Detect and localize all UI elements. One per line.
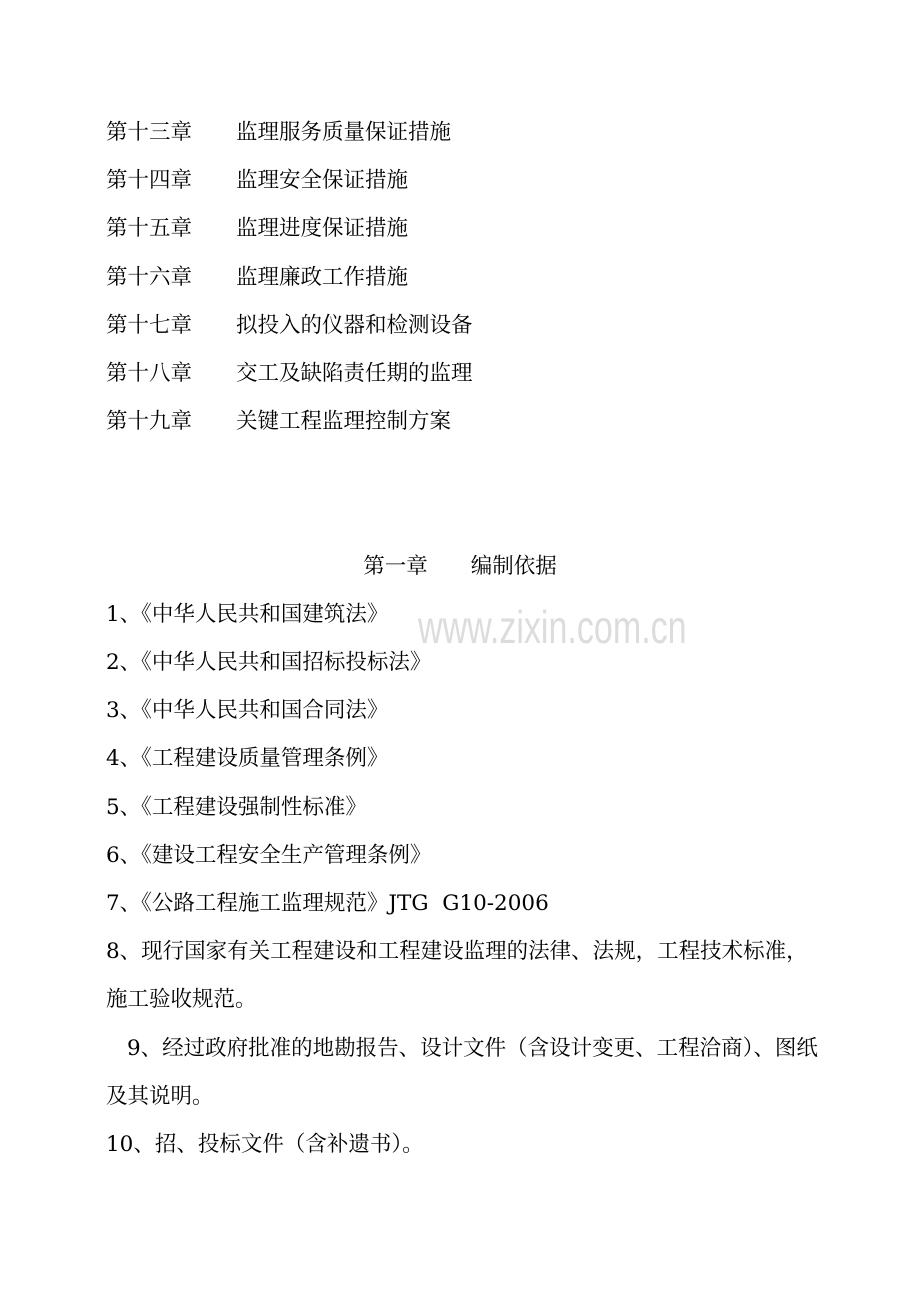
toc-chapter-title: 监理进度保证措施: [236, 216, 409, 242]
chapter-number: 第一章: [363, 553, 428, 579]
list-item: 2、《中华人民共和国招标投标法》: [106, 650, 432, 676]
toc-chapter-number: 第十八章: [106, 360, 193, 386]
toc-chapter-title: 拟投入的仪器和检测设备: [236, 312, 473, 338]
toc-chapter-title: 交工及缺陷责任期的监理: [236, 360, 473, 386]
toc-row: [0, 302, 920, 350]
table-of-contents: [0, 109, 920, 446]
toc-chapter-number: 第十七章: [106, 312, 193, 338]
toc-chapter-title: 监理服务质量保证措施: [236, 120, 452, 145]
list-item: 4、《工程建设质量管理条例》: [106, 746, 389, 772]
toc-chapter-title: 关键工程监理控制方案: [236, 409, 452, 435]
toc-row: [0, 350, 920, 398]
toc-chapter-title: 监理廉政工作措施: [236, 264, 409, 290]
toc-chapter-title: 监理安全保证措施: [236, 168, 409, 194]
document-body: [0, 109, 920, 1169]
list-item-continuation: 施工验收规范。: [106, 987, 257, 1013]
chapter-heading: [0, 543, 920, 591]
list-item: 1、《中华人民共和国建筑法》: [106, 601, 389, 627]
list-item: 10、招、投标文件（含补遗书）。: [106, 1131, 424, 1157]
list-item-continuation: 及其说明。: [106, 1083, 214, 1109]
toc-row: [0, 109, 920, 157]
list-item: 6、《建设工程安全生产管理条例》: [106, 842, 432, 868]
list-item: 9、经过政府批准的地勘报告、设计文件（含设计变更、工程洽商）、图纸: [127, 1035, 818, 1061]
list-item: 5、《工程建设强制性标准》: [106, 794, 367, 820]
toc-row: [0, 157, 920, 205]
list-item: 7、《公路工程施工监理规范》JTG G10-2006: [106, 891, 549, 917]
toc-row: [0, 398, 920, 446]
blank-space: [0, 446, 920, 542]
watermark: www.zixin.com.cn: [418, 601, 687, 653]
toc-chapter-number: 第十九章: [106, 409, 193, 435]
chapter-title: 编制依据: [470, 553, 557, 579]
toc-chapter-number: 第十六章: [106, 264, 193, 290]
toc-chapter-number: 第十五章: [106, 216, 193, 242]
list-item: 3、《中华人民共和国合同法》: [106, 698, 389, 724]
toc-row: [0, 205, 920, 253]
basis-list: [0, 591, 920, 1169]
list-item: 8、现行国家有关工程建设和工程建设监理的法律、法规，工程技术标准，: [106, 939, 808, 965]
toc-chapter-number: 第十三章: [106, 120, 193, 145]
toc-chapter-number: 第十四章: [106, 168, 193, 194]
toc-row: [0, 254, 920, 302]
